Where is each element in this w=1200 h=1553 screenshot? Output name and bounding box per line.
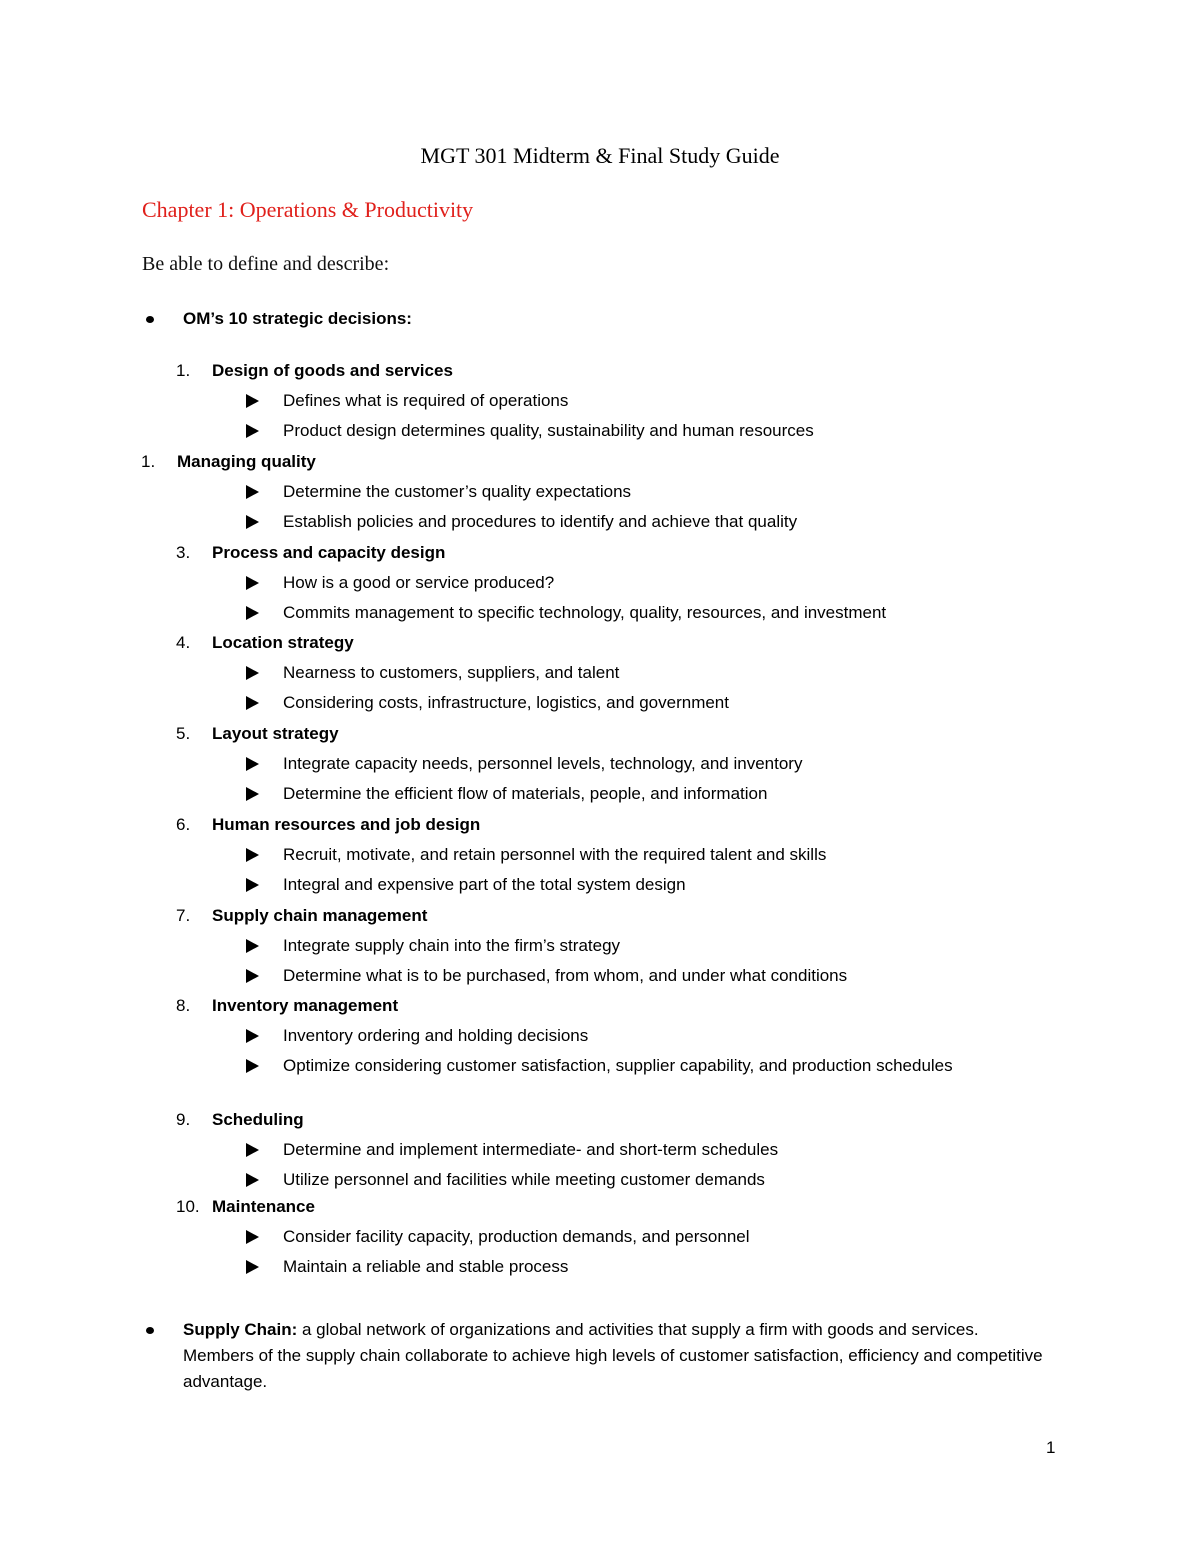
triangle-right-icon: [246, 1059, 259, 1073]
decision-subpoint: [246, 691, 1006, 715]
decision-subpoint: [246, 389, 1006, 413]
decision-number: 3.: [176, 543, 191, 562]
triangle-right-icon: [246, 1029, 259, 1043]
subpoint-text: Defines what is required of operations: [283, 391, 569, 410]
decision-label: Scheduling: [212, 1110, 304, 1129]
decision-number: 6.: [176, 815, 191, 834]
decision-subpoint: [246, 782, 1006, 806]
subpoint-text: Determine what is to be purchased, from whom, and under what conditions: [283, 966, 848, 985]
decision-number: 9.: [176, 1110, 191, 1129]
subpoint-text: Determine the efficient flow of materials, people, and information: [283, 784, 768, 803]
triangle-right-icon: [246, 787, 259, 801]
decision-number: 5.: [176, 724, 191, 743]
decision-title: [176, 994, 398, 1018]
triangle-right-icon: [246, 939, 259, 953]
strategic-decisions-heading: OM’s 10 strategic decisions:: [183, 309, 412, 328]
decision-subpoint: [246, 934, 1006, 958]
subpoint-text: Maintain a reliable and stable process: [283, 1257, 569, 1276]
decision-subpoint: [246, 964, 1006, 988]
subpoint-text: Considering costs, infrastructure, logistics, and government: [283, 693, 729, 712]
subpoint-text: Recruit, motivate, and retain personnel with the required talent and skills: [283, 845, 827, 864]
triangle-right-icon: [246, 1260, 259, 1274]
decision-subpoint: [246, 1024, 1006, 1048]
triangle-right-icon: [246, 848, 259, 862]
subpoint-text: Nearness to customers, suppliers, and talent: [283, 663, 620, 682]
decision-subpoint: [246, 661, 1006, 685]
page-number: 1: [1046, 1438, 1056, 1457]
decision-title: [176, 541, 445, 565]
decision-subpoint: [246, 419, 1006, 443]
decision-label: Supply chain management: [212, 906, 428, 925]
triangle-right-icon: [246, 485, 259, 499]
decision-subpoint: [246, 571, 1006, 595]
decision-title: [176, 1108, 304, 1132]
triangle-right-icon: [246, 696, 259, 710]
decision-title: [176, 631, 354, 655]
decision-label: Process and capacity design: [212, 543, 446, 562]
bullet-dot-icon: [146, 1327, 154, 1334]
decision-title: [176, 904, 427, 928]
chapter-heading: Chapter 1: Operations & Productivity: [142, 197, 474, 222]
subpoint-text: Determine and implement intermediate- and short-term schedules: [283, 1140, 779, 1159]
decision-label: Layout strategy: [212, 724, 339, 743]
decision-subpoint: [246, 873, 1006, 897]
triangle-right-icon: [246, 515, 259, 529]
triangle-right-icon: [246, 757, 259, 771]
supply-chain-paragraph: [183, 1317, 1043, 1395]
subpoint-text: Integrate supply chain into the firm’s strategy: [283, 936, 621, 955]
decision-label: Inventory management: [212, 996, 399, 1015]
intro-text: Be able to define and describe:: [142, 253, 390, 275]
decision-label: Design of goods and services: [212, 361, 453, 380]
decision-subpoint: [246, 1168, 1006, 1192]
subpoint-text: Commits management to specific technology, quality, resources, and investment: [283, 603, 887, 622]
subpoint-text: Determine the customer’s quality expectations: [283, 482, 632, 501]
decision-label: Maintenance: [212, 1197, 315, 1216]
decision-label: Human resources and job design: [212, 815, 481, 834]
subpoint-text: How is a good or service produced?: [283, 573, 555, 592]
decision-number: 1.: [141, 452, 156, 471]
decision-subpoint: [246, 1138, 1006, 1162]
triangle-right-icon: [246, 1230, 259, 1244]
decision-subpoint: [246, 1054, 1006, 1078]
triangle-right-icon: [246, 1173, 259, 1187]
triangle-right-icon: [246, 878, 259, 892]
supply-chain-term: Supply Chain:: [183, 1320, 298, 1339]
subpoint-text: Utilize personnel and facilities while meeting customer demands: [283, 1170, 765, 1189]
subpoint-text: Inventory ordering and holding decisions: [283, 1026, 589, 1045]
triangle-right-icon: [246, 576, 259, 590]
decision-subpoint: [246, 752, 1006, 776]
subpoint-text: Establish policies and procedures to identify and achieve that quality: [283, 512, 798, 531]
triangle-right-icon: [246, 666, 259, 680]
subpoint-text: Integrate capacity needs, personnel levels, technology, and inventory: [283, 754, 803, 773]
decision-subpoint: [246, 1225, 1006, 1249]
decision-title: [141, 450, 316, 474]
decision-label: Managing quality: [177, 452, 316, 471]
decision-subpoint: [246, 843, 1006, 867]
decision-title: [176, 1195, 315, 1219]
decision-number: 10.: [176, 1197, 200, 1216]
document-title: MGT 301 Midterm & Final Study Guide: [420, 143, 780, 168]
decision-subpoint: [246, 1255, 1006, 1279]
decision-number: 8.: [176, 996, 191, 1015]
decision-number: 4.: [176, 633, 191, 652]
decision-label: Location strategy: [212, 633, 354, 652]
triangle-right-icon: [246, 1143, 259, 1157]
triangle-right-icon: [246, 394, 259, 408]
supply-chain-definition: a global network of organizations and activities that supply a firm with goods and services. Members of the supply chain collaborate to achieve high levels of customer satisfaction, efficiency and competitive advantage.: [183, 1320, 1043, 1391]
decision-number: 7.: [176, 906, 191, 925]
subpoint-text: Consider facility capacity, production demands, and personnel: [283, 1227, 750, 1246]
triangle-right-icon: [246, 424, 259, 438]
decision-subpoint: [246, 510, 1006, 534]
subpoint-text: Product design determines quality, sustainability and human resources: [283, 421, 814, 440]
triangle-right-icon: [246, 969, 259, 983]
triangle-right-icon: [246, 606, 259, 620]
bullet-dot-icon: [146, 316, 154, 323]
decision-subpoint: [246, 601, 1006, 625]
decision-number: 1.: [176, 361, 191, 380]
subpoint-text: Optimize considering customer satisfaction, supplier capability, and production schedules: [283, 1056, 953, 1075]
decision-subpoint: [246, 480, 1006, 504]
subpoint-text: Integral and expensive part of the total system design: [283, 875, 686, 894]
decision-title: [176, 722, 339, 746]
decision-title: [176, 813, 480, 837]
decision-title: [176, 359, 453, 383]
